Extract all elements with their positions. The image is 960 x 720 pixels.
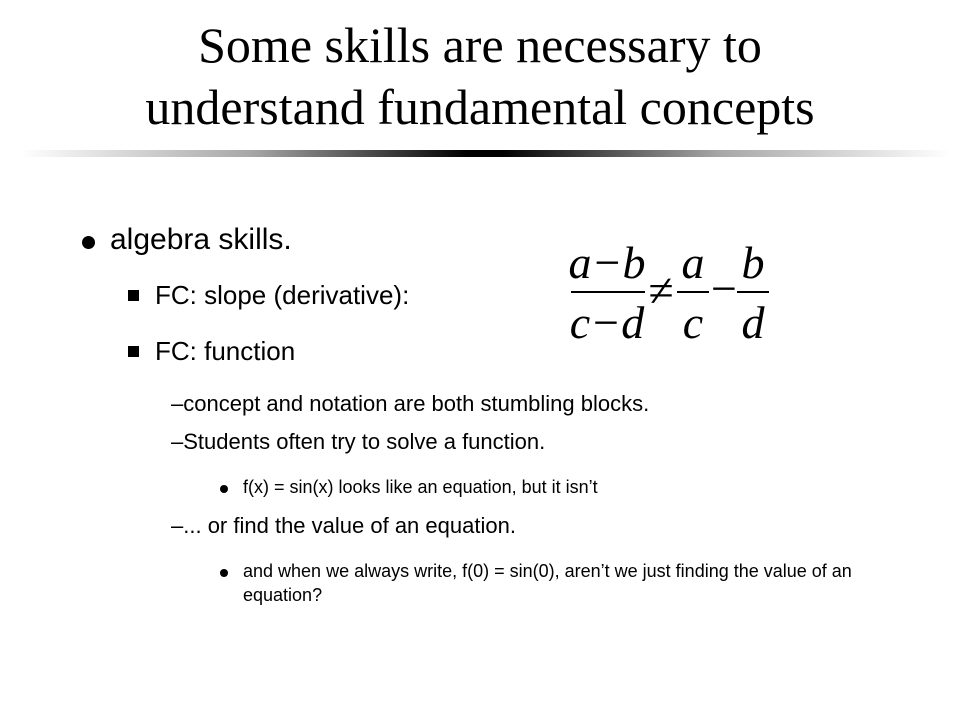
bullet-square-icon xyxy=(128,346,139,357)
bullet-fc-slope: FC: slope (derivative): xyxy=(155,280,410,310)
dash-find-value-text: ... or find the value of an equation. xyxy=(183,513,516,538)
title-line-1: Some skills are necessary to xyxy=(198,17,762,73)
dash-concept-notation xyxy=(171,391,649,417)
formula-denominator-3: d xyxy=(741,297,765,348)
dash-marker: – xyxy=(171,429,184,454)
formula-svg xyxy=(565,240,775,350)
dash-marker: – xyxy=(171,391,184,416)
not-equal-sign: ≠ xyxy=(648,265,674,316)
dash-concept-notation-text: concept and notation are both stumbling blocks. xyxy=(183,391,650,416)
dash-students-solve-text: Students often try to solve a function. xyxy=(183,429,546,454)
dash-marker: – xyxy=(171,513,184,538)
slide-title xyxy=(0,14,960,138)
bullet-fc-function: FC: function xyxy=(155,336,296,366)
point-f0-sin0: and when we always write, f(0) = sin(0), aren’t we just finding the value of an equation? xyxy=(243,561,852,605)
dash-students-solve xyxy=(171,429,545,455)
bullet-dot-icon xyxy=(220,569,228,577)
bullet-algebra-skills: algebra skills. xyxy=(110,223,292,256)
formula-numerator-3: b xyxy=(741,240,765,288)
title-divider xyxy=(20,150,950,157)
formula-numerator-2: a xyxy=(681,240,705,288)
bullet-dot-icon xyxy=(220,485,228,493)
minus-sign: − xyxy=(711,263,737,314)
point-fx-equation: f(x) = sin(x) looks like an equation, but it isn’t xyxy=(243,477,598,497)
bullet-dot-icon xyxy=(82,236,95,249)
dash-find-value xyxy=(171,513,516,539)
slope-formula xyxy=(565,240,775,355)
formula-denominator-2: c xyxy=(682,297,704,348)
title-line-2: understand fundamental concepts xyxy=(145,79,815,135)
formula-numerator-1: a−b xyxy=(568,240,646,288)
bullet-square-icon xyxy=(128,290,139,301)
formula-denominator-1: c−d xyxy=(569,297,645,348)
